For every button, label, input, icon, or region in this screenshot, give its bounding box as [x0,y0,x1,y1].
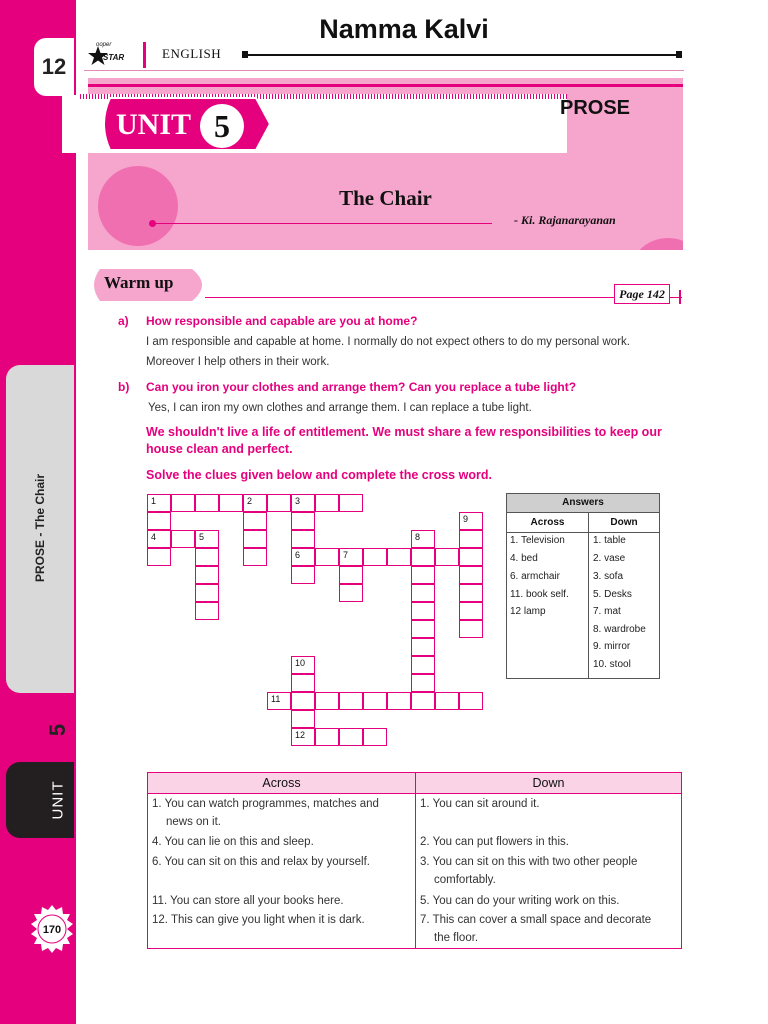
question-label: b) [118,380,130,394]
strip-divider [76,0,78,1024]
crossword-cell[interactable] [267,494,291,512]
crossword-cell[interactable] [411,602,435,620]
crossword-cell[interactable] [243,530,267,548]
answer-line: Yes, I can iron my own clothes and arrange them. I can replace a tube light. [148,402,532,414]
crossword-clue-number: 1 [151,496,157,506]
unit-word: UNIT [116,108,192,141]
crossword-cell[interactable] [459,620,483,638]
answers-title: Answers [507,494,659,513]
clue-down-continued: the floor. [434,932,479,944]
crossword-cell[interactable] [363,692,387,710]
crossword-cell[interactable] [459,512,483,530]
class-number-tab [34,38,74,96]
answer-across-item: 1. Television [510,535,565,546]
crossword-clue-number: 4 [151,532,157,542]
crossword-cell[interactable] [291,710,315,728]
crossword-cell[interactable] [411,638,435,656]
crossword-cell[interactable] [243,548,267,566]
answer-line: Moreover I help others in their work. [146,356,330,368]
crossword-cell[interactable] [315,548,339,566]
lesson-author: - Ki. Rajanarayanan [514,213,616,227]
crossword-cell[interactable] [291,512,315,530]
crossword-cell[interactable] [411,674,435,692]
clues-divider [415,773,416,948]
clue-down-continued: comfortably. [434,874,496,886]
subject-label: ENGLISH [162,46,222,61]
crossword-cell[interactable] [411,692,435,710]
crossword-clue-number: 5 [199,532,205,542]
crossword-clue-number: 8 [415,532,421,542]
answer-across-item: 11. book self. [510,589,569,600]
logo-text-top: ooper [96,42,112,48]
crossword-clue-number: 10 [295,658,306,668]
crossword-cell[interactable] [315,728,339,746]
question-text: How responsible and capable are you at home? [146,314,418,328]
crossword-cell[interactable] [363,728,387,746]
question-text: Can you iron your clothes and arrange them? Can you replace a tube light? [146,380,577,394]
section-side-label: PROSE - The Chair [33,473,47,583]
crossword-cell[interactable] [195,584,219,602]
header-separator [143,42,146,68]
crossword-cell[interactable] [291,566,315,584]
answer-down-item: 2. vase [593,553,626,564]
crossword-cell[interactable] [171,494,195,512]
header-rule-end-left [242,51,248,58]
crossword-cell[interactable] [459,548,483,566]
crossword-clue-number: 2 [247,496,253,506]
clue-across: 12. This can give you light when it is dark. [152,914,365,926]
crossword-cell[interactable] [195,566,219,584]
clue-across: 1. You can watch programmes, matches and [152,798,379,810]
crossword-cell[interactable] [339,584,363,602]
answer-down-item: 1. table [593,535,626,546]
side-unit-number: 5 [45,723,70,737]
crossword-cell[interactable] [267,692,291,710]
page-badge-shape [30,904,74,954]
crossword-cell[interactable] [459,584,483,602]
responsibility-note: We shouldn't live a life of entitlement. We must share a few responsibilities to keep our house clean and perfect. [146,425,662,456]
crossword-cell[interactable] [171,530,195,548]
crossword-cell[interactable] [411,530,435,548]
crossword-clue-number: 11 [271,694,281,704]
clue-down: 2. You can put flowers in this. [420,836,569,848]
crossword-cell[interactable] [339,548,363,566]
warm-up-rule [205,297,617,298]
warm-up-label: Warm up [104,273,174,292]
banner-top-line [88,84,683,87]
star-logo [86,40,132,68]
clues-down-header: Down [416,773,681,794]
crossword-cell[interactable] [411,566,435,584]
class-number: 12 [41,54,67,79]
answer-across-item: 4. bed [510,553,538,564]
page-reference: Page 142 [614,284,670,304]
answer-down-item: 3. sofa [593,571,624,582]
crossword-cell[interactable] [411,548,435,566]
crossword-cell[interactable] [147,530,171,548]
question-label: a) [118,314,129,328]
crossword-cell[interactable] [195,548,219,566]
clue-down: 3. You can sit on this with two other people [420,856,638,868]
category-label: PROSE [560,97,631,119]
clue-across: 11. You can store all your books here. [152,895,344,907]
crossword-cell[interactable] [147,512,171,530]
crossword-cell[interactable] [339,728,363,746]
answer-across-item: 6. armchair [510,571,561,582]
clue-across: 6. You can sit on this and relax by yourself. [152,856,370,868]
crossword-cell[interactable] [195,602,219,620]
crossword-clue-number: 3 [295,496,301,506]
crossword-cell[interactable] [219,494,243,512]
crossword-cell[interactable] [459,530,483,548]
banner-decor-circle [628,238,683,250]
answers-divider [588,513,589,679]
unit-number: 5 [214,107,230,144]
crossword-cell[interactable] [459,692,483,710]
clues-across-header: Across [148,773,415,794]
crossword-clue-number: 7 [343,550,349,560]
clue-down: 5. You can do your writing work on this. [420,895,620,907]
crossword-cell[interactable] [315,494,339,512]
header-rule [244,54,680,56]
crossword-clue-number: 6 [295,550,301,560]
crossword-instruction: Solve the clues given below and complete the cross word. [146,468,492,482]
answer-down-item: 10. stool [593,659,631,670]
crossword-cell[interactable] [339,692,363,710]
crossword-cell[interactable] [291,494,315,512]
answer-down-item: 8. wardrobe [593,624,646,635]
answer-down-item: 7. mat [593,606,621,617]
crossword-cell[interactable] [291,548,315,566]
crossword-cell[interactable] [243,494,267,512]
answer-line: I am responsible and capable at home. I normally do not expect others to do my personal work. [146,336,630,348]
crossword-cell[interactable] [435,548,459,566]
crossword-cell[interactable] [315,692,339,710]
clue-across: 4. You can lie on this and sleep. [152,836,314,848]
lesson-title: The Chair [339,186,432,210]
clue-down: 7. This can cover a small space and decorate [420,914,652,926]
answers-down-header: Down [589,513,659,533]
crossword-cell[interactable] [195,530,219,548]
crossword-cell[interactable] [339,494,363,512]
crossword-clue-number: 12 [295,730,306,740]
crossword-cell[interactable] [435,692,459,710]
site-title: Namma Kalvi [319,14,489,44]
logo-text-bottom: STAR [103,53,125,62]
crossword-cell[interactable] [291,728,315,746]
crossword-cell[interactable] [459,566,483,584]
crossword-cell[interactable] [243,512,267,530]
clue-down: 1. You can sit around it. [420,798,540,810]
crossword-cell[interactable] [147,548,171,566]
crossword-cell[interactable] [459,602,483,620]
author-line [152,223,492,224]
page-number-badge [30,904,74,954]
crossword-cell[interactable] [147,494,171,512]
crossword-cell[interactable] [363,548,387,566]
crossword-cell[interactable] [291,692,315,710]
answer-down-item: 5. Desks [593,589,632,600]
crossword-cell[interactable] [339,566,363,584]
crossword-cell[interactable] [411,584,435,602]
header-rule-end-right [676,51,682,58]
clues-table [147,772,682,949]
page-number: 170 [42,924,62,936]
answers-box [506,493,660,679]
answers-across-header: Across [507,513,588,533]
crossword-clue-number: 9 [463,514,469,524]
header-thin-rule [84,70,684,71]
side-unit-word: UNIT [49,780,67,820]
crossword-cell[interactable] [291,530,315,548]
crossword-cell[interactable] [387,692,411,710]
page-reference-bar [679,290,681,304]
unit-number-circle [200,104,244,148]
crossword-cell[interactable] [387,548,411,566]
crossword-cell[interactable] [195,494,219,512]
answer-across-item: 12 lamp [510,606,546,617]
crossword-cell[interactable] [411,620,435,638]
clue-across-continued: news on it. [166,816,221,828]
crossword-cell[interactable] [291,656,315,674]
crossword-cell[interactable] [291,674,315,692]
answer-down-item: 9. mirror [593,641,631,652]
crossword-cell[interactable] [411,656,435,674]
